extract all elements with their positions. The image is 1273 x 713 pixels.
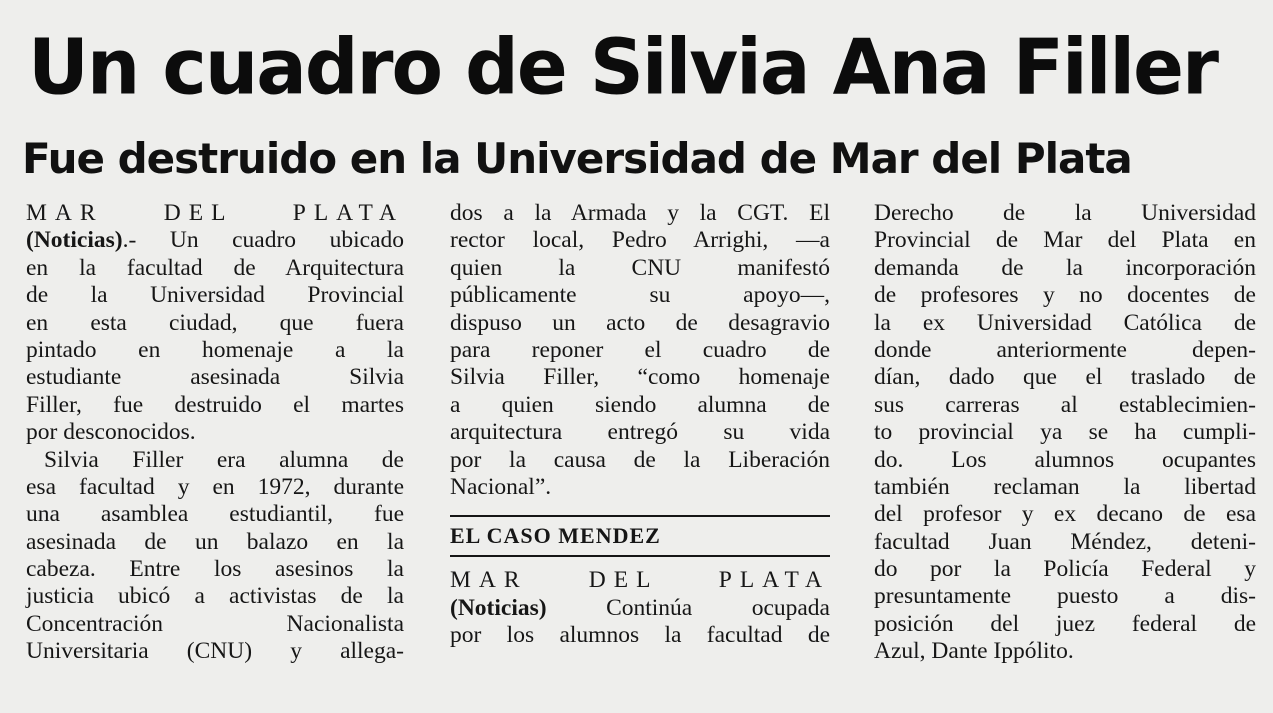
body-line: dían, dado que el traslado de	[874, 364, 1256, 391]
source-tag: (Noticias)	[26, 227, 123, 254]
body-line: en esta ciudad, que fuera	[26, 309, 404, 336]
dateline: MAR DEL PLATA	[450, 567, 830, 594]
section-title: EL CASO MENDEZ	[450, 523, 661, 549]
body-line: esa facultad y en 1972, durante	[26, 473, 404, 500]
body-line: pintado en homenaje a la	[26, 336, 404, 363]
body-line: justicia ubicó a activistas de la	[26, 583, 404, 610]
body-line: estudiante asesinada Silvia	[26, 364, 404, 391]
spacer	[450, 557, 830, 567]
body-line: del profesor y ex decano de esa	[874, 501, 1256, 528]
body-line: Filler, fue destruido el martes	[26, 391, 404, 418]
body-line: en la facultad de Arquitectura	[26, 254, 404, 281]
body-line: una asamblea estudiantil, fue	[26, 501, 404, 528]
body-line: quien la CNU manifestó	[450, 254, 830, 281]
body-line: facultad Juan Méndez, deteni-	[874, 528, 1256, 555]
dateline: MAR DEL PLATA	[26, 200, 404, 226]
body-line: dos a la Armada y la CGT. El	[450, 200, 830, 226]
body-line: por la causa de la Liberación	[450, 446, 830, 473]
body-line: do por la Policía Federal y	[874, 556, 1256, 583]
body-line: de la Universidad Provincial	[26, 282, 404, 309]
body-line: la ex Universidad Católica de	[874, 309, 1256, 336]
body-line: de profesores y no docentes de	[874, 282, 1256, 309]
body-line: Universitaria (CNU) y allega-	[26, 638, 404, 665]
body-line: Silvia Filler era alumna de	[44, 446, 404, 473]
headline: Un cuadro de Silvia Ana Filler	[28, 22, 1217, 112]
body-line: para reponer el cuadro de	[450, 336, 830, 363]
body-line: Provincial de Mar del Plata en	[874, 227, 1256, 254]
body-line: públicamente su apoyo—,	[450, 282, 830, 309]
body-line: Nacional”.	[450, 473, 552, 500]
body-line: demanda de la incorporación	[874, 254, 1256, 281]
body-line: (Noticias) Continúa ocupada	[450, 594, 830, 621]
body-line: Silvia Filler, “como homenaje	[450, 364, 830, 391]
source-tag: (Noticias)	[450, 594, 547, 621]
article-column-2	[450, 200, 830, 649]
body-line: cabeza. Entre los asesinos la	[26, 556, 404, 583]
body-line: to provincial ya se ha cumpli-	[874, 419, 1256, 446]
body-line: rector local, Pedro Arrighi, —a	[450, 227, 830, 254]
body-line: donde anteriormente depen-	[874, 336, 1256, 363]
body-line: dispuso un acto de desagravio	[450, 309, 830, 336]
article-column-3	[874, 200, 1256, 666]
body-line: presuntamente puesto a dis-	[874, 583, 1256, 610]
body-line: posición del juez federal de	[874, 610, 1256, 637]
body-line: arquitectura entregó su vida	[450, 419, 830, 446]
body-line: do. Los alumnos ocupantes	[874, 446, 1256, 473]
body-line: Derecho de la Universidad	[874, 200, 1256, 226]
body-line: Concentración Nacionalista	[26, 610, 404, 637]
body-line: Azul, Dante Ippólito.	[874, 638, 1074, 665]
body-line: (Noticias).- Un cuadro ubicado	[26, 227, 404, 254]
body-line: también reclaman la libertad	[874, 473, 1256, 500]
body-line: asesinada de un balazo en la	[26, 528, 404, 555]
body-line: por desconocidos.	[26, 419, 196, 446]
article-column-1	[26, 200, 404, 666]
body-line: por los alumnos la facultad de	[450, 622, 830, 649]
body-line: sus carreras al establecimien-	[874, 391, 1256, 418]
body-line: a quien siendo alumna de	[450, 391, 830, 418]
subheadline: Fue destruido en la Universidad de Mar del Plata	[22, 134, 1132, 183]
spacer	[450, 501, 830, 515]
